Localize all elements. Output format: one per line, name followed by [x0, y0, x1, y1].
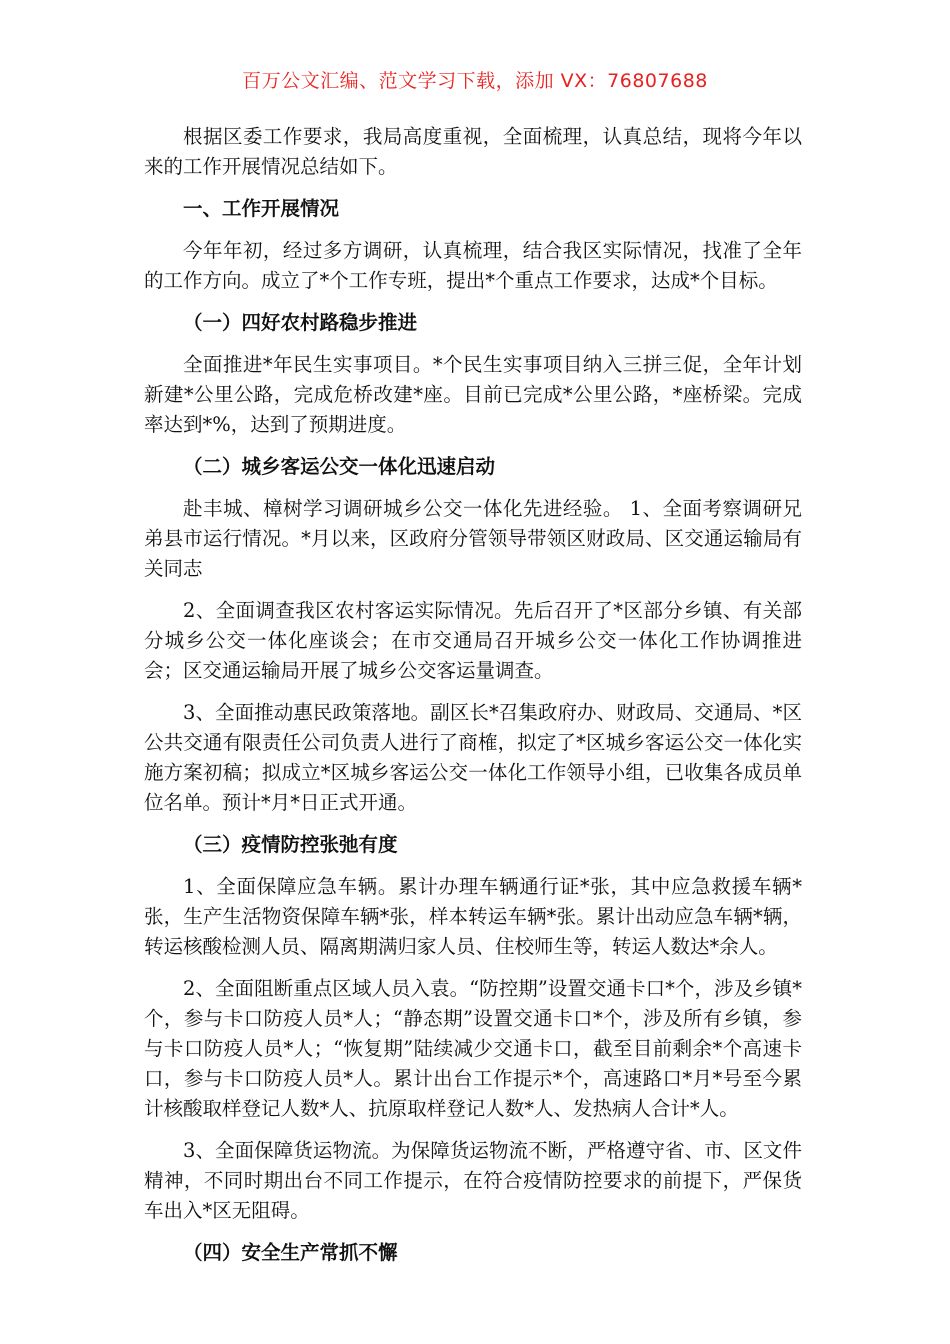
- bus-integration-paragraph-2: 2、全面调查我区农村客运实际情况。先后召开了*区部分乡镇、有关部分城乡公交一体化座谈会；在市交通局召开城乡公交一体化工作协调推进会；区交通运输局开展了城乡公交客运量调查。: [144, 599, 802, 682]
- subheading-safety-production: （四）安全生产常抓不懈: [183, 1241, 398, 1264]
- epidemic-paragraph-1: 1、全面保障应急车辆。累计办理车辆通行证*张，其中应急救援车辆*张，生产生活物资保障车辆*张，样本转运车辆*张。累计出动应急车辆*辆，转运核酸检测人员、隔离期满归家人员、住校师生等，转运人数达*余人。: [144, 875, 802, 958]
- section1-paragraph: 今年年初，经过多方调研，认真梳理，结合我区实际情况，找准了全年的工作方向。成立了*个工作专班，提出*个重点工作要求，达成*个目标。: [144, 239, 802, 292]
- bus-integration-paragraph-3: 3、全面推动惠民政策落地。副区长*召集政府办、财政局、交通局、*区公共交通有限责任公司负责人进行了商榷，拟定了*区城乡客运公交一体化实施方案初稿；拟成立*区城乡客运公交一体化工作领导小组，已收集各成员单位名单。预计*月*日正式开通。: [144, 701, 802, 814]
- epidemic-paragraph-2: 2、全面阻断重点区域人员入袁。“防控期”设置交通卡口*个，涉及乡镇*个，参与卡口防疫人员*人；“静态期”设置交通卡口*个，涉及所有乡镇，参与卡口防疫人员*人；“恢复期”陆续减少交通卡口，截至目前剩余*个高速卡口，参与卡口防疫人员*人。累计出台工作提示*个，高速路口*月*号至今累计核酸取样登记人数*人、抗原取样登记人数*人、发热病人合计*人。: [144, 977, 802, 1120]
- document-body: [144, 122, 802, 1280]
- intro-paragraph: 根据区委工作要求，我局高度重视，全面梳理，认真总结，现将今年以来的工作开展情况总结如下。: [144, 125, 802, 178]
- section-heading-work-progress: 一、工作开展情况: [183, 197, 340, 220]
- rural-roads-paragraph: 全面推进*年民生实事项目。*个民生实事项目纳入三拼三促，全年计划新建*公里公路，完成危桥改建*座。目前已完成*公里公路，*座桥梁。完成率达到*%，达到了预期进度。: [144, 353, 802, 436]
- subheading-rural-roads: （一）四好农村路稳步推进: [183, 311, 418, 334]
- header-watermark-text: 百万公文汇编、范文学习下载，添加 VX：76807688: [242, 70, 708, 92]
- epidemic-paragraph-3: 3、全面保障货运物流。为保障货运物流不断，严格遵守省、市、区文件精神，不同时期出台不同工作提示，在符合疫情防控要求的前提下，严保货车出入*区无阻碍。: [144, 1139, 802, 1222]
- subheading-epidemic-control: （三）疫情防控张弛有度: [183, 833, 398, 856]
- subheading-bus-integration: （二）城乡客运公交一体化迅速启动: [183, 455, 496, 478]
- bus-integration-paragraph-1: 赴丰城、樟树学习调研城乡公交一体化先进经验。 1、全面考察调研兄弟县市运行情况。*月以来，区政府分管领导带领区财政局、区交通运输局有关同志: [144, 497, 802, 580]
